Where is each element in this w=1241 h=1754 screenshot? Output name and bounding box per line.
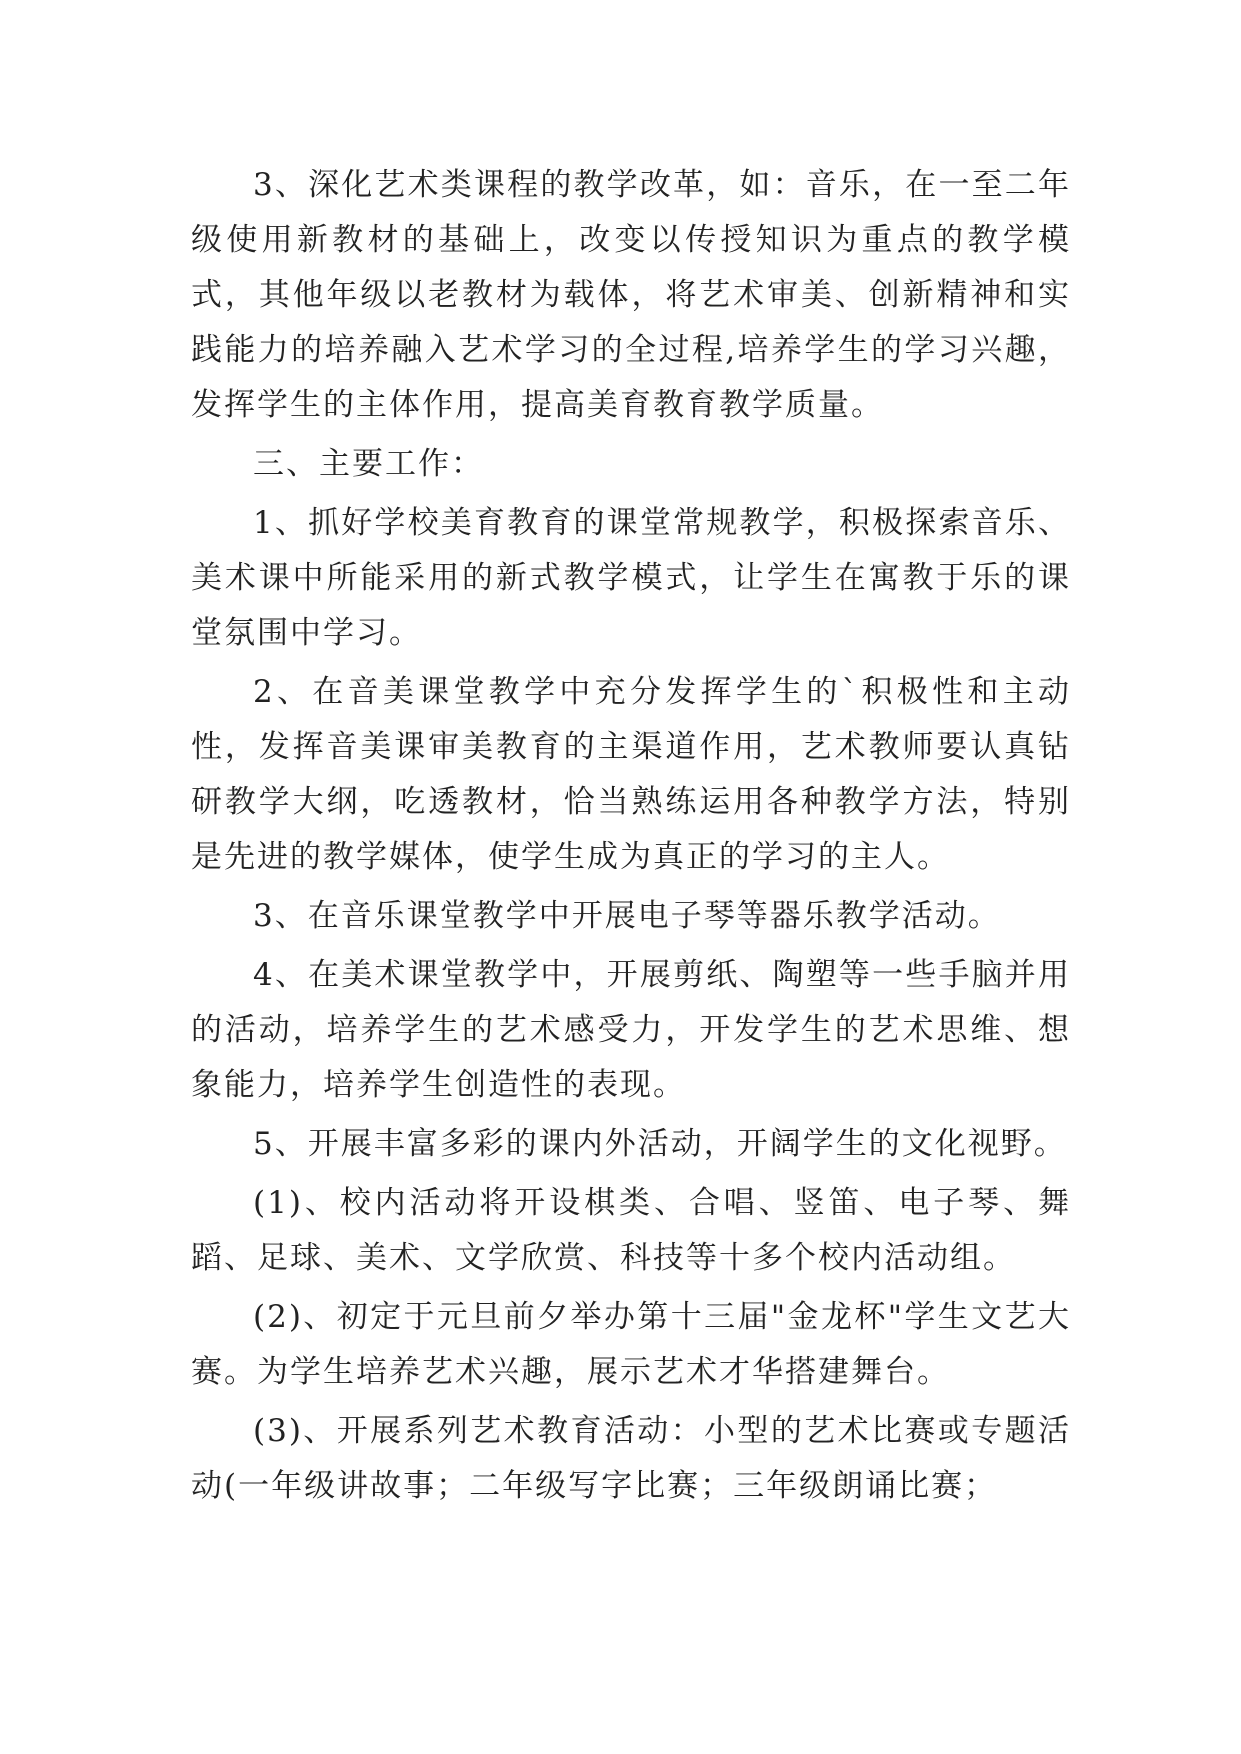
paragraph-arts-contest: (2)、初定于元旦前夕举办第十三届"金龙杯"学生文艺大赛。为学生培养艺术兴趣，展示艺术才华搭建舞台。 (191, 1299, 1071, 1390)
paragraph-instrument-teaching: 3、在音乐课堂教学中开展电子琴等器乐教学活动。 (253, 898, 1001, 934)
paragraph-student-initiative: 2、在音美课堂教学中充分发挥学生的`积极性和主动性，发挥音美课审美教育的主渠道作用，艺术教师要认真钻研教学大纲，吃透教材，恰当熟练运用各种教学方法，特别是先进的教学媒体，使学生成为真正的学习的主人。 (191, 674, 1071, 875)
section-heading-main-work: 三、主要工作： (253, 446, 484, 482)
document-body (191, 158, 1071, 1518)
paragraph-classroom-routine: 1、抓好学校美育教育的课堂常规教学，积极探索音乐、美术课中所能采用的新式教学模式，让学生在寓教于乐的课堂氛围中学习。 (191, 505, 1071, 651)
paragraph-art-activities: 4、在美术课堂教学中，开展剪纸、陶塑等一些手脑并用的活动，培养学生的艺术感受力，开发学生的艺术思维、想象能力，培养学生创造性的表现。 (191, 957, 1071, 1103)
paragraph-art-curriculum-reform: 3、深化艺术类课程的教学改革，如：音乐，在一至二年级使用新教材的基础上，改变以传授知识为重点的教学模式，其他年级以老教材为载体，将艺术审美、创新精神和实践能力的培养融入艺术学习的全过程,培养学生的学习兴趣，发挥学生的主体作用，提高美育教育教学质量。 (191, 167, 1071, 423)
paragraph-extracurricular: 5、开展丰富多彩的课内外活动，开阔学生的文化视野。 (253, 1126, 1067, 1162)
paragraph-series-activities: (3)、开展系列艺术教育活动：小型的艺术比赛或专题活动(一年级讲故事；二年级写字比赛；三年级朗诵比赛； (191, 1413, 1071, 1504)
paragraph-campus-groups: (1)、校内活动将开设棋类、合唱、竖笛、电子琴、舞蹈、足球、美术、文学欣赏、科技等十多个校内活动组。 (191, 1185, 1071, 1276)
